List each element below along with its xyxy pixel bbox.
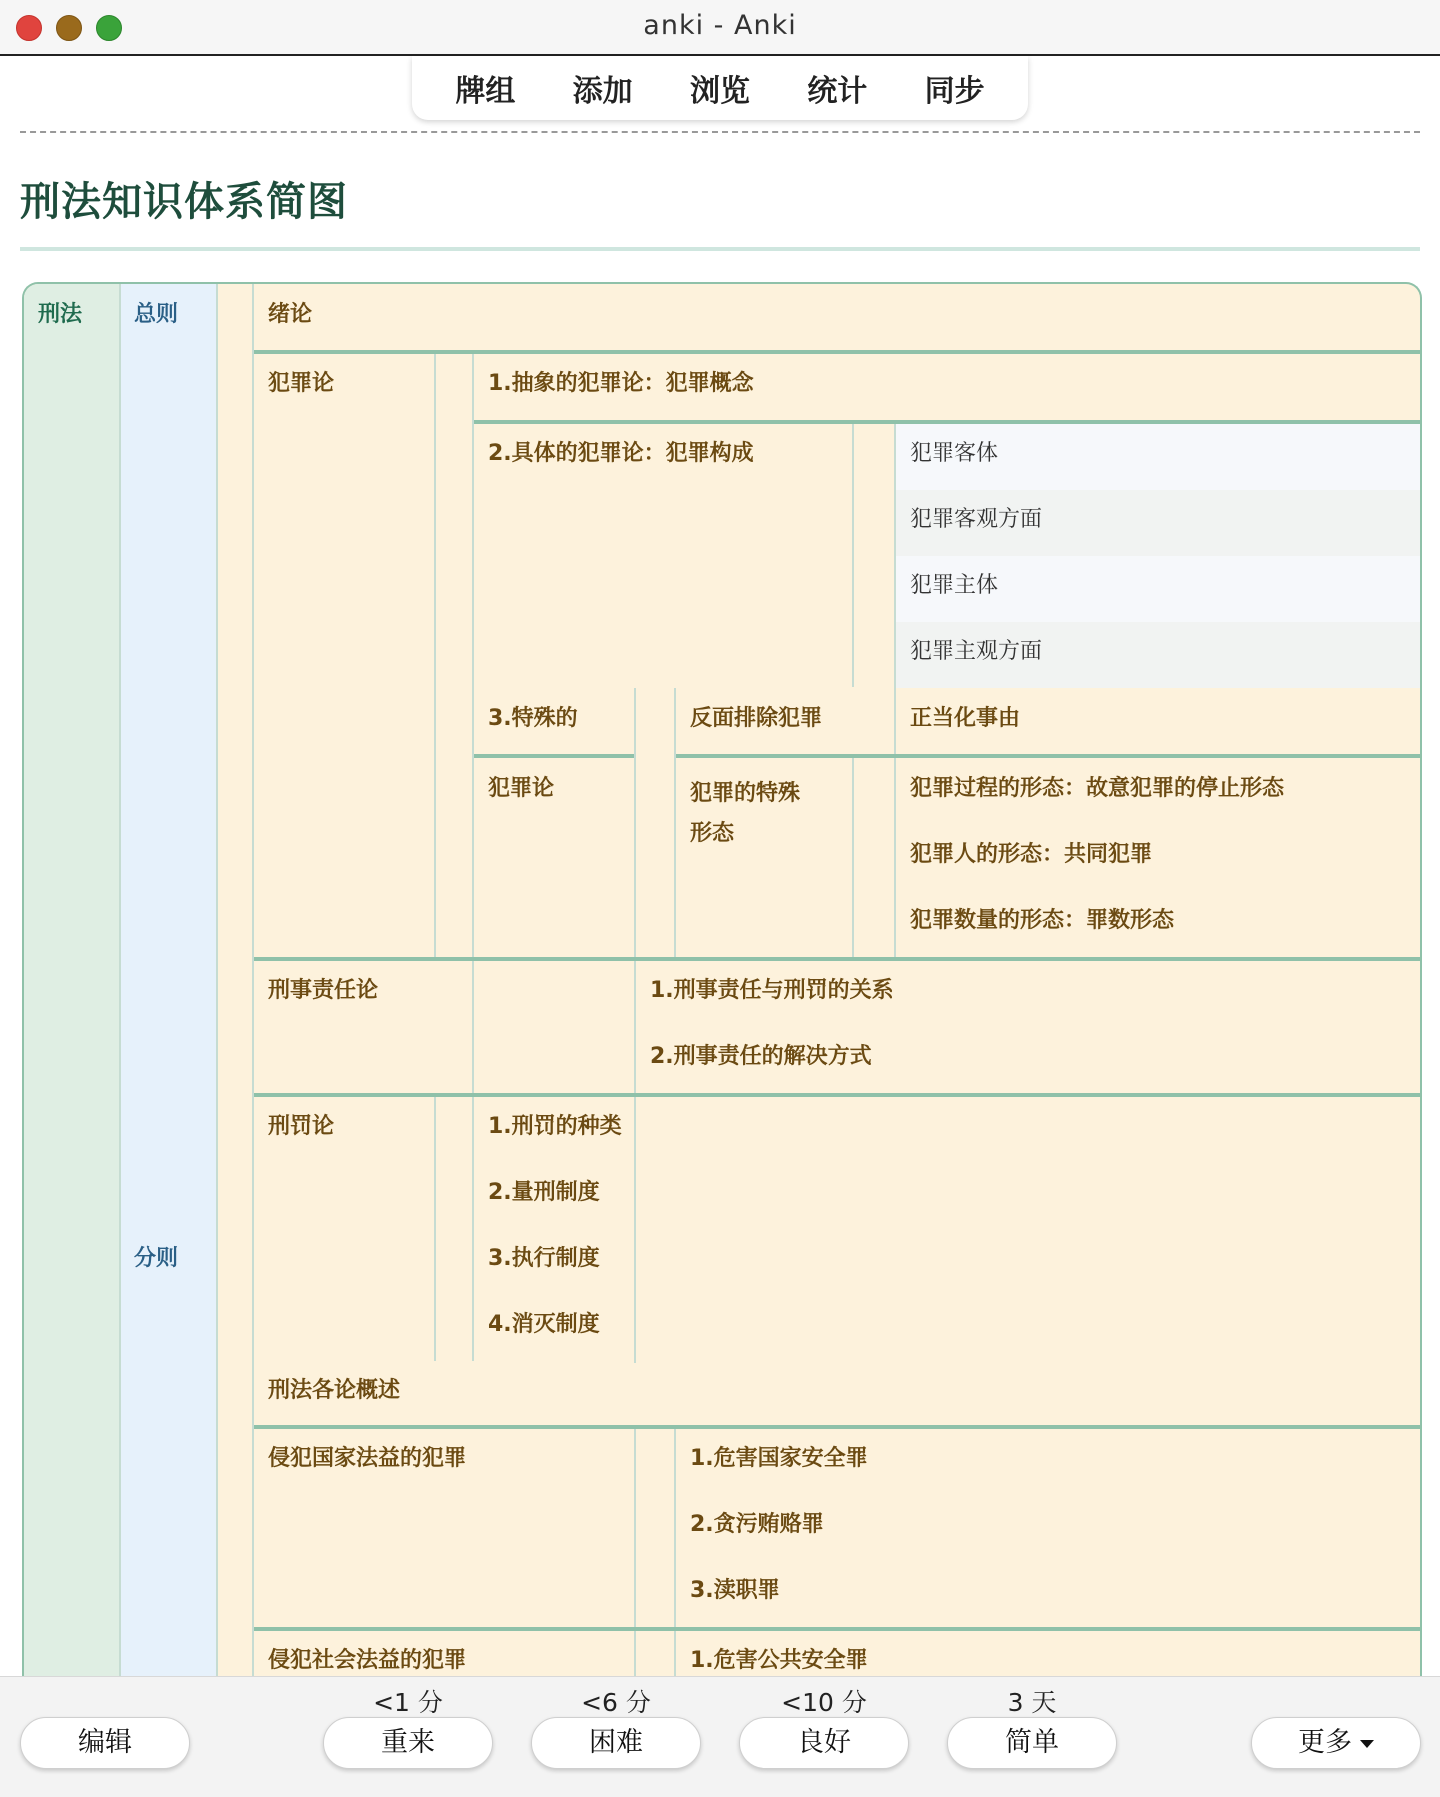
divider [634, 1429, 636, 1684]
divider [852, 758, 854, 957]
liability-item: 2.刑事责任的解决方式 [650, 1044, 872, 1069]
state-crime-item: 3.渎职罪 [690, 1578, 780, 1603]
row-divider [254, 1093, 1420, 1097]
general-part-label: 总则 [134, 302, 179, 327]
divider [634, 688, 636, 1363]
root-label: 刑法 [38, 302, 83, 327]
special-form-item: 犯罪人的形态：共同犯罪 [910, 842, 1153, 867]
divider [674, 688, 676, 957]
special-form-item: 犯罪数量的形态：罪数形态 [910, 908, 1175, 933]
negative-exclusion-label: 反面排除犯罪 [690, 706, 823, 731]
caret-down-icon [1360, 1740, 1374, 1748]
nav-decks[interactable]: 牌组 [455, 74, 516, 109]
special-forms-label: 犯罪的特殊形态 [690, 781, 801, 846]
abstract-crime-theory: 1.抽象的犯罪论：犯罪概念 [488, 371, 754, 396]
row-divider [254, 350, 1420, 354]
window-title: anki - Anki [643, 10, 797, 41]
row-divider [254, 1627, 1420, 1631]
nav-add[interactable]: 添加 [572, 74, 633, 109]
title-underline [20, 247, 1420, 251]
hard-button[interactable]: 困难 [531, 1717, 701, 1769]
state-crime-item: 1.危害国家安全罪 [690, 1446, 868, 1471]
state-crimes-label: 侵犯国家法益的犯罪 [268, 1446, 467, 1471]
divider [216, 284, 218, 1684]
interval-good: <10 分 [781, 1688, 867, 1717]
nav-stats[interactable]: 统计 [807, 74, 868, 109]
justification-label: 正当化事由 [910, 706, 1021, 731]
special-crime-theory-label-2: 犯罪论 [488, 776, 555, 801]
section-column [121, 284, 216, 1684]
liability-theory-label: 刑事责任论 [268, 978, 379, 1003]
toolbar-divider [20, 131, 1420, 133]
divider [472, 961, 474, 1096]
specific-part-label: 分则 [134, 1246, 179, 1271]
state-crime-item: 2.贪污贿赂罪 [690, 1512, 824, 1537]
concrete-crime-theory: 2.具体的犯罪论：犯罪构成 [488, 441, 754, 466]
card-title: 刑法知识体系简图 [20, 179, 348, 225]
divider [434, 1097, 436, 1361]
divider [674, 1429, 676, 1684]
edit-button[interactable]: 编辑 [20, 1717, 190, 1769]
row-divider [676, 754, 1420, 758]
root-column [24, 284, 119, 1684]
divider [472, 1097, 474, 1361]
intro-label: 绪论 [268, 302, 313, 327]
easy-button[interactable]: 简单 [947, 1717, 1117, 1769]
constituent-item-label: 犯罪客观方面 [910, 507, 1043, 532]
interval-again: <1 分 [373, 1688, 443, 1717]
punishment-item: 1.刑罚的种类 [488, 1114, 622, 1139]
special-crime-theory-label: 3.特殊的 [488, 706, 578, 731]
row-divider [254, 957, 1420, 961]
divider [434, 354, 436, 957]
interval-hard: <6 分 [581, 1688, 651, 1717]
social-crime-item: 1.危害公共安全罪 [690, 1648, 868, 1673]
top-toolbar [412, 56, 1028, 120]
special-form-item: 犯罪过程的形态：故意犯罪的停止形态 [910, 776, 1285, 801]
row-divider [254, 1425, 1420, 1429]
divider [252, 284, 254, 1684]
punishment-item: 3.执行制度 [488, 1246, 600, 1271]
more-button-label: 更多 [1298, 1727, 1352, 1758]
punishment-item: 4.消灭制度 [488, 1312, 600, 1337]
interval-easy: 3 天 [1007, 1688, 1057, 1717]
liability-item: 1.刑事责任与刑罚的关系 [650, 978, 894, 1003]
window-titlebar [0, 0, 1440, 56]
constituent-item-label: 犯罪客体 [910, 441, 999, 466]
row-divider [474, 754, 634, 758]
answer-bar [0, 1676, 1440, 1797]
mind-map-table [22, 282, 1422, 1684]
social-crimes-label: 侵犯社会法益的犯罪 [268, 1648, 467, 1673]
constituent-item-label: 犯罪主观方面 [910, 639, 1043, 664]
crime-theory-label: 犯罪论 [268, 371, 335, 396]
divider [852, 424, 854, 687]
good-button[interactable]: 良好 [739, 1717, 909, 1769]
divider [472, 354, 474, 957]
again-button[interactable]: 重来 [323, 1717, 493, 1769]
punishment-item: 2.量刑制度 [488, 1180, 600, 1205]
punishment-theory-label: 刑罚论 [268, 1114, 335, 1139]
specific-overview-label: 刑法各论概述 [268, 1378, 401, 1403]
nav-sync[interactable]: 同步 [924, 74, 985, 109]
constituent-item-label: 犯罪主体 [910, 573, 999, 598]
nav-browse[interactable]: 浏览 [689, 74, 750, 109]
more-button[interactable] [1251, 1717, 1421, 1769]
